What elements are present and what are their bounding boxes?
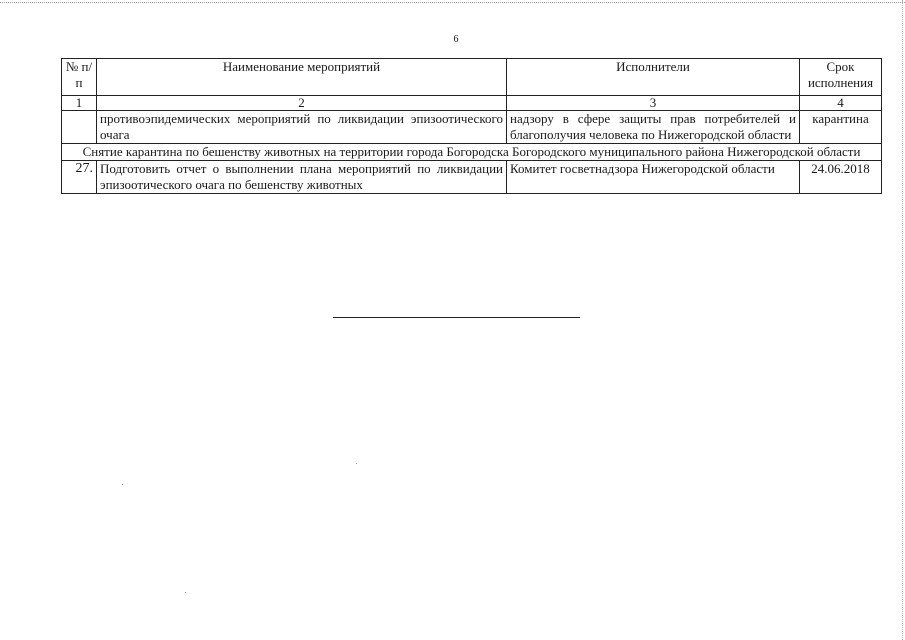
- row-executors: надзору в сфере защиты прав потребителей и благополучия человека по Нижегородской области: [507, 111, 800, 144]
- row-number: [62, 111, 97, 144]
- row-activity: Подготовить отчет о выполнении плана мероприятий по ликвидации эпизоотического очага по бешенству животных: [97, 161, 507, 194]
- column-number: 1: [62, 96, 97, 111]
- row-deadline: 24.06.2018: [800, 161, 882, 194]
- scan-right-border: [902, 0, 903, 640]
- column-number: 4: [800, 96, 882, 111]
- header-activity: Наименование мероприятий: [97, 59, 507, 96]
- scan-speck: [122, 484, 123, 485]
- table-row: [62, 111, 882, 144]
- row-number: 27.: [62, 161, 97, 194]
- scan-top-border: [0, 2, 905, 3]
- page-number: 6: [453, 34, 459, 45]
- section-row: [62, 144, 882, 161]
- table-header-row: [62, 59, 882, 96]
- table-row: [62, 161, 882, 194]
- row-activity: противоэпидемических мероприятий по ликвидации эпизоотического очага: [97, 111, 507, 144]
- column-numbers-row: [62, 96, 882, 111]
- row-executors: Комитет госветнадзора Нижегородской области: [507, 161, 800, 194]
- section-title: Снятие карантина по бешенству животных на территории города Богородска Богородского муниципального района Нижегородской области: [62, 144, 882, 161]
- column-number: 2: [97, 96, 507, 111]
- activities-table: [61, 58, 882, 194]
- header-number: № п/п: [62, 59, 97, 96]
- closing-line: [333, 317, 580, 318]
- header-executors: Исполнители: [507, 59, 800, 96]
- scan-speck: [185, 592, 186, 593]
- column-number: 3: [507, 96, 800, 111]
- row-deadline: карантина: [800, 111, 882, 144]
- scan-speck: [356, 463, 357, 464]
- header-deadline: Срок исполнения: [800, 59, 882, 96]
